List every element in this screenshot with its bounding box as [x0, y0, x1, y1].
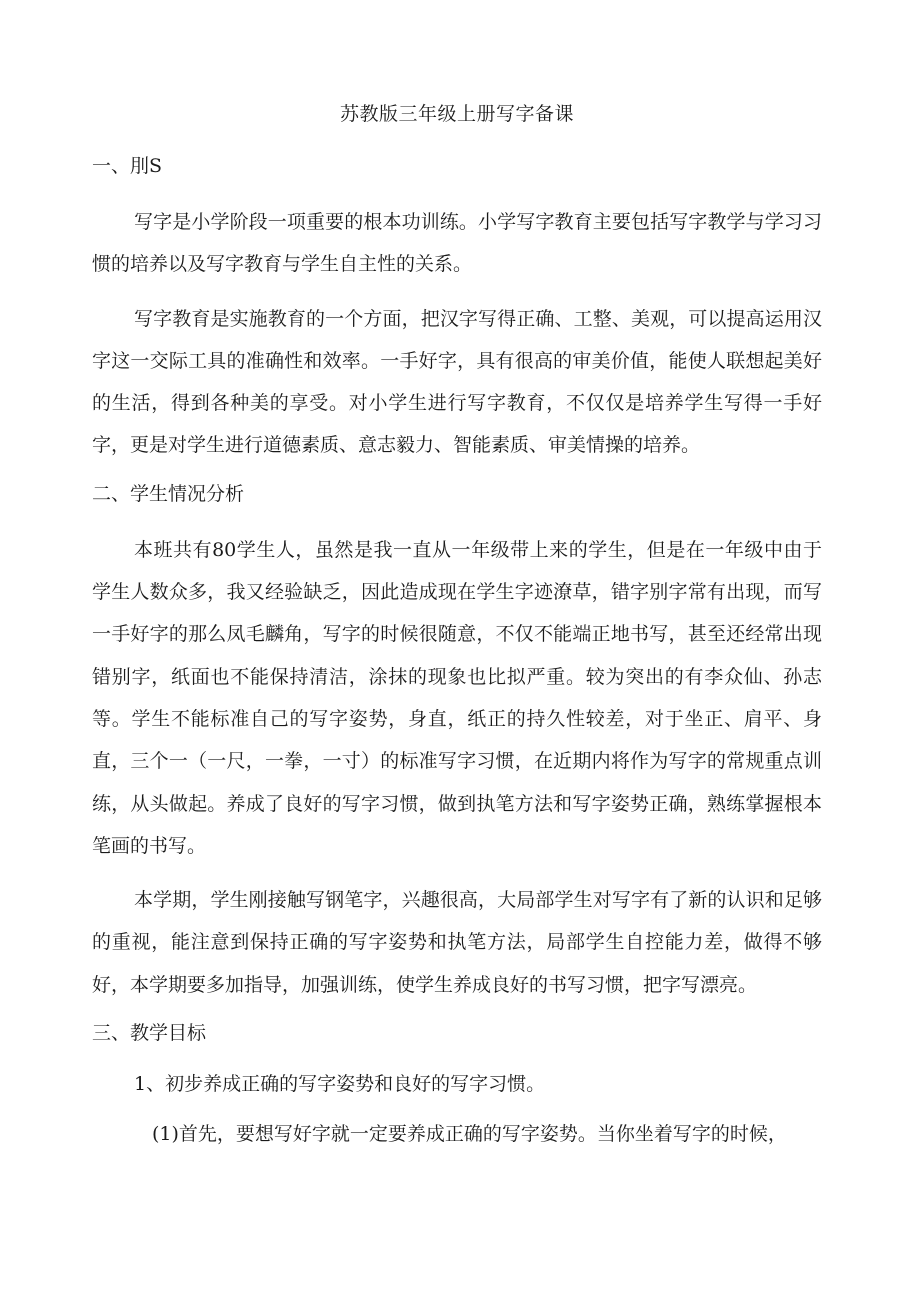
paragraph: 本学期，学生刚接触写钢笔字，兴趣很高，大局部学生对写字有了新的认识和足够的重视，能注意到保持正确的写字姿势和执笔方法，局部学生自控能力差，做得不够好，本学期要多加指导，加强训练，使学生养成良好的书写习惯，把字写漂亮。 — [92, 889, 822, 996]
paragraph: 本班共有80学生人，虽然是我一直从一年级带上来的学生，但是在一年级中由于学生人数众多，我又经验缺乏，因此造成现在学生字迹潦草，错字别字常有出现，而写一手好字的那么凤毛麟角，写字的时候很随意，不仅不能端正地书写，甚至还经常出现错别字，纸面也不能保持清洁，涂抹的现象也比拟严重。较为突出的有李众仙、孙志等。学生不能标准自己的写字姿势，身直，纸正的持久性较差，对于坐正、肩平、身直，三个一（一尺，一拳，一寸）的标准写字习惯，在近期内将作为写字的常规重点训练，从头做起。养成了良好的写字习惯，做到执笔方法和写字姿势正确，熟练掌握根本笔画的书写。 — [92, 538, 822, 857]
section-heading-student-analysis: 二、学生情况分析 — [92, 482, 245, 505]
paragraph: 写字教育是实施教育的一个方面，把汉字写得正确、工整、美观，可以提高运用汉字这一交际工具的准确性和效率。一手好字，具有很高的审美价值，能使人联想起美好的生活，得到各种美的享受。对小学生进行写字教育，不仅仅是培养学生写得一手好字，更是对学生进行道德素质、意志毅力、智能素质、审美情操的培养。 — [92, 307, 822, 457]
document-title: 苏教版三年级上册写字备课 — [339, 103, 574, 125]
section-heading-intro: 一、刖S — [92, 155, 163, 177]
list-item: 1、初步养成正确的写字姿势和良好的写字习惯。 — [134, 1073, 546, 1096]
sub-list-item: (1)首先，要想写好字就一定要养成正确的写字姿势。当你坐着写字的时候， — [152, 1123, 787, 1146]
section-heading-teaching-goals: 三、教学目标 — [92, 1022, 207, 1045]
paragraph: 写字是小学阶段一项重要的根本功训练。小学写字教育主要包括写字教学与学习习惯的培养以及写字教育与学生自主性的关系。 — [92, 211, 822, 276]
